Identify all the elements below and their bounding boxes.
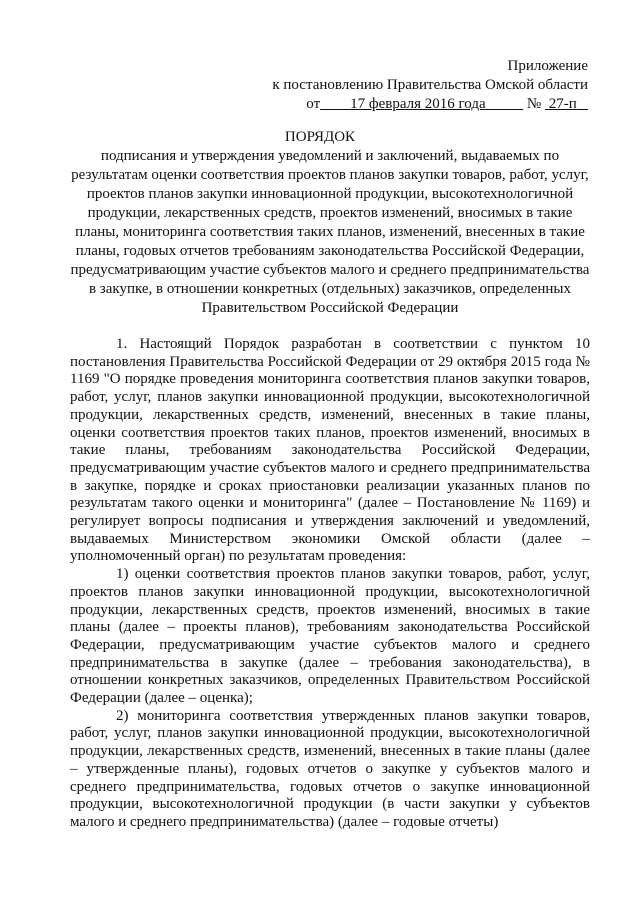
paragraph: 1) оценки соответствия проектов планов закупки товаров, работ, услуг, проектов планов закупки инновационной продукции, высокотехнологичной продукции, лекарственных средств, проектов изменений, вносимых в такие планы (далее – проекты планов), требованиям законодательства Российской Федерации, предусматривающим участие субъектов малого и среднего предпринимательства в закупке (далее – требования законодательства), в отношении конкретных заказчиков, определенных Правительством Российской Федерации (далее – оценка);	[70, 566, 590, 707]
document-subtitle: подписания и утверждения уведомлений и заключений, выдаваемых по результатам оценки соответствия проектов планов закупки товаров, работ, услуг, проектов планов закупки инновационной продукции, высокотехнологичной продукции, лекарственных средств, проектов изменений, вносимых в такие планы, мониторинга соответствия таких планов, изменений, внесенных в такие планы, годовых отчетов требованиям законодательства Российской Федерации, предусматривающим участие субъектов малого и среднего предпринимательства в закупке, в отношении конкретных (отдельных) заказчиков, определенных Правительством Российской Федерации	[70, 148, 590, 316]
document-body	[70, 336, 590, 832]
paragraph: 1. Настоящий Порядок разработан в соответствии с пунктом 10 постановления Правительства Российской Федерации от 29 октября 2015 года № 1169 "О порядке проведения мониторинга соответствия планов закупки товаров, работ, услуг, планов закупки инновационной продукции, высокотехнологичной продукции, лекарственных средств, изменений, внесенных в такие планы, оценки соответствия проектов таких планов, проектов изменений, вносимых в такие планы, требованиям законодательства Российской Федерации, предусматривающим участие субъектов малого и среднего предпринимательства в закупке, порядке и сроках приостановки реализации указанных планов по результатам такого оценки и мониторинга" (далее – Постановление № 1169) и регулирует вопросы подписания и утверждения заключений и уведомлений, выдаваемых Министерством экономики Омской области (далее – уполномоченный орган) по результатам проведения:	[70, 336, 590, 565]
appendix-label: Приложение	[507, 58, 588, 74]
decree-number: 27-п	[548, 96, 577, 112]
document-title: ПОРЯДОК	[284, 129, 356, 145]
appendix-header	[268, 57, 588, 114]
date-prefix: от	[306, 96, 321, 112]
paragraph: 2) мониторинга соответствия утвержденных планов закупки товаров, работ, услуг, планов закупки инновационной продукции, высокотехнологичной продукции, лекарственных средств, изменений, внесенных в такие планы (далее – утвержденные планы), годовых отчетов о закупке у субъектов малого и среднего предпринимательства, годовых отчетов о закупке инновационной продукции, высокотехнологичной продукции (в части закупки у субъектов малого и среднего предпринимательства) (далее – годовые отчеты)	[70, 707, 590, 830]
decree-date: 17 февраля 2016 года	[350, 96, 486, 112]
decree-reference: к постановлению Правительства Омской области	[272, 77, 588, 93]
number-prefix: №	[526, 96, 542, 112]
decree-date-line	[268, 95, 588, 114]
